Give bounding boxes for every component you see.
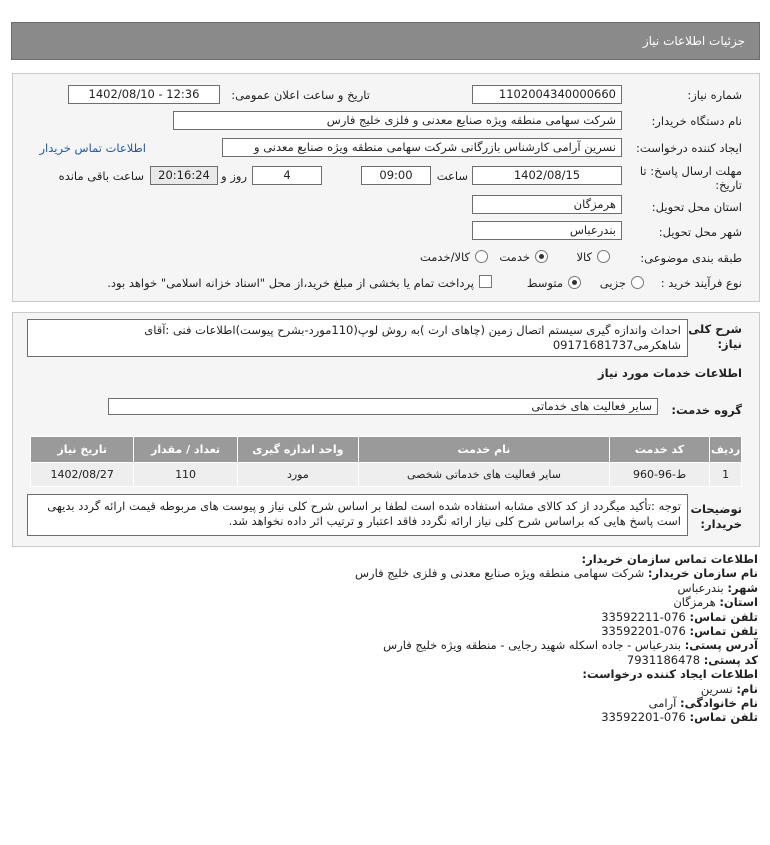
time-remaining-label: ساعت باقی مانده	[58, 169, 144, 183]
contact-fax-row: تلفن تماس: 076-33592201	[601, 624, 758, 639]
col-service-name: نام خدمت	[359, 437, 610, 463]
contact-city-row: شهر: بندرعباس	[677, 580, 758, 595]
page-title: جزئیات اطلاعات نیاز	[642, 34, 745, 48]
buyer-org-field: شرکت سهامی منطقه ویژه صنایع معدنی و فلزی خلیج فارس	[173, 111, 622, 130]
days-remaining-field: 4	[252, 166, 322, 185]
cell-quantity: 110	[134, 463, 237, 487]
notes-label-line1: توضیحات	[690, 502, 742, 516]
page-header	[11, 22, 760, 60]
notes-text-field: توجه :تأکید میگردد از کد کالای مشابه استفاده شده است لطفا بر اساس شرح کلی نیاز و پیوست های مربوطه قیمت ارائه گردد بدیهی است پاسخ هایی که براساس شرح کلی نیاز ارائه نگردد فاقد اعتبار و ترتیب اثر داده نخواهد شد.	[27, 494, 688, 536]
category-option-service: خدمت	[499, 250, 530, 264]
notes-label-line2: خریدار:	[700, 517, 742, 531]
deadline-time-field: 09:00	[361, 166, 431, 185]
need-number-field: 1102004340000660	[472, 85, 622, 104]
creator-family-row: نام خانوادگی: آرامی	[648, 696, 758, 711]
deadline-time-label: ساعت	[436, 169, 468, 183]
treasury-payment-text: پرداخت تمام یا بخشی از مبلغ خرید،از محل "اسناد خزانه اسلامی" خواهد بود.	[107, 276, 474, 290]
category-label: طبقه بندی موضوعی:	[640, 251, 742, 265]
announce-date-label: تاریخ و ساعت اعلان عمومی:	[231, 88, 370, 102]
contact-province-row: استان: هرمزگان	[673, 595, 758, 610]
process-option-minor: جزیی	[599, 276, 626, 290]
process-radio-medium[interactable]	[568, 276, 581, 289]
announce-date-field: 1402/08/10 - 12:36	[68, 85, 220, 104]
service-group-field: سایر فعالیت های خدماتی	[108, 398, 658, 415]
province-label: استان محل تحویل:	[651, 200, 742, 214]
col-service-code: کد خدمت	[609, 437, 709, 463]
summary-text-field: احداث واندازه گیری سیستم اتصال زمین (چاهای ارت )به روش لوپ(110مورد-بشرح پیوست)اطلاعات فنی :آقای شاهکرمی09171681737	[27, 319, 688, 357]
services-section-title: اطلاعات خدمات مورد نیاز	[598, 366, 742, 380]
treasury-payment-checkbox[interactable]	[479, 275, 492, 288]
deadline-label-line1: مهلت ارسال پاسخ: تا	[639, 164, 742, 178]
need-number-label: شماره نیاز:	[687, 88, 742, 102]
contact-org-row: نام سازمان خریدار: شرکت سهامی منطقه ویژه صنایع معدنی و فلزی خلیج فارس	[355, 566, 758, 581]
category-radio-goods-service[interactable]	[475, 250, 488, 263]
cell-row-number: 1	[710, 463, 742, 487]
col-need-date: تاریخ نیاز	[31, 437, 134, 463]
contact-section	[10, 552, 758, 725]
buyer-contact-link[interactable]: اطلاعات تماس خریدار	[39, 141, 146, 155]
creator-phone-row: تلفن تماس: 076-33592201	[601, 710, 758, 725]
province-field: هرمزگان	[472, 195, 622, 214]
need-details-panel	[12, 73, 760, 302]
process-option-medium: متوسط	[526, 276, 563, 290]
category-option-goods: کالا	[576, 250, 592, 264]
table-header-row	[31, 437, 742, 463]
creator-info-title: اطلاعات ایجاد کننده درخواست:	[582, 667, 758, 682]
days-label: روز و	[221, 169, 247, 183]
table-row	[31, 463, 742, 487]
contact-address-row: آدرس پستی: بندرعباس - جاده اسکله شهید رجایی - منطقه ویژه خلیج فارس	[383, 638, 758, 653]
services-table	[30, 436, 742, 487]
buyer-org-label: نام دستگاه خریدار:	[651, 114, 742, 128]
time-remaining-field: 20:16:24	[150, 166, 218, 185]
creator-name-row: نام: نسرین	[700, 681, 758, 696]
col-row-number: ردیف	[710, 437, 742, 463]
creator-label: ایجاد کننده درخواست:	[636, 141, 742, 155]
deadline-label-line2: تاریخ:	[715, 178, 742, 192]
summary-label-line1: شرح کلی	[688, 322, 742, 336]
deadline-date-field: 1402/08/15	[472, 166, 622, 185]
contact-postal-row: کد پستی: 7931186478	[626, 652, 758, 667]
cell-service-code: ط-96-960	[609, 463, 709, 487]
service-group-label: گروه خدمت:	[671, 403, 742, 417]
city-label: شهر محل تحویل:	[658, 225, 742, 239]
category-option-goods-service: کالا/خدمت	[419, 250, 470, 264]
city-field: بندرعباس	[472, 221, 622, 240]
cell-need-date: 1402/08/27	[31, 463, 134, 487]
contact-phone-row: تلفن تماس: 076-33592211	[601, 609, 758, 624]
process-radio-minor[interactable]	[631, 276, 644, 289]
contact-title: اطلاعات تماس سازمان خریدار:	[581, 552, 758, 566]
cell-service-name: سایر فعالیت های خدماتی شخصی	[359, 463, 610, 487]
col-unit: واحد اندازه گیری	[237, 437, 358, 463]
summary-label-line2: نیاز:	[717, 337, 742, 351]
process-type-label: نوع فرآیند خرید :	[660, 276, 742, 290]
cell-unit: مورد	[237, 463, 358, 487]
category-radio-goods[interactable]	[597, 250, 610, 263]
col-quantity: تعداد / مقدار	[134, 437, 237, 463]
creator-field: نسرین آرامی کارشناس بازرگانی شرکت سهامی منطقه ویژه صنایع معدنی و	[222, 138, 622, 157]
category-radio-service[interactable]	[535, 250, 548, 263]
